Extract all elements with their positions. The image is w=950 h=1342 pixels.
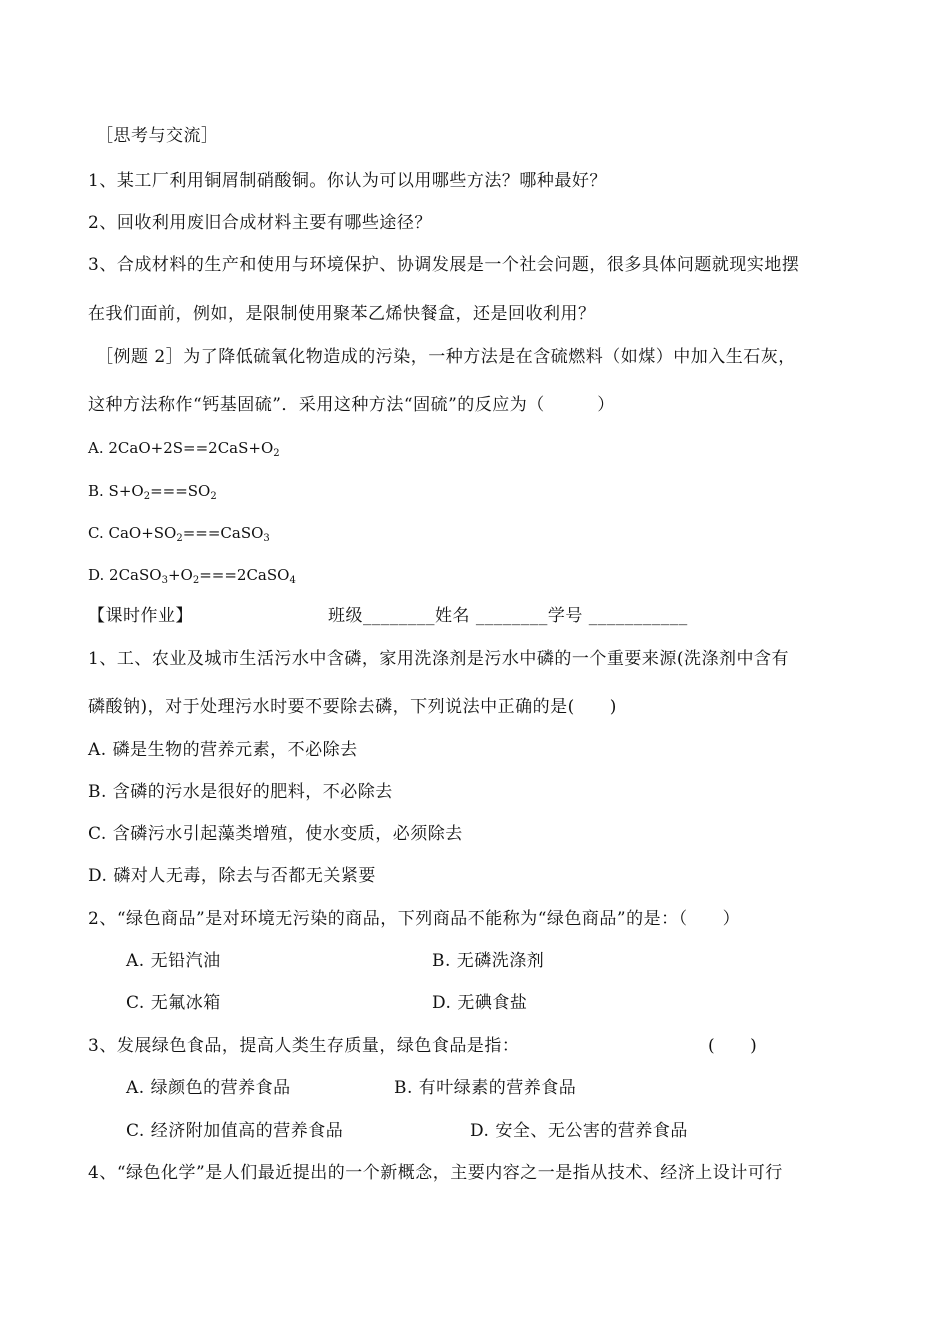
option-d-subscript-2: 2 bbox=[192, 575, 200, 586]
option-d-text-3: ===2CaSO bbox=[199, 566, 290, 584]
option-d-text: D. 2CaSO bbox=[88, 566, 162, 584]
homework-student-fields: 班级________姓名 ________学号 ___________ bbox=[328, 606, 688, 626]
question-3-option-a: A. 绿颜色的营养食品 bbox=[126, 1078, 291, 1098]
question-3-option-c: C. 经济附加值高的营养食品 bbox=[126, 1121, 344, 1141]
option-b-subscript: 2 bbox=[143, 491, 151, 502]
question-3-option-b: B. 有叶绿素的营养食品 bbox=[394, 1078, 577, 1098]
question-2-option-d: D. 无碘食盐 bbox=[432, 993, 528, 1013]
discussion-question-1: 1、某工厂利用铜屑制硝酸铜。你认为可以用哪些方法？哪种最好？ bbox=[88, 171, 607, 191]
question-2-option-a: A. 无铅汽油 bbox=[126, 951, 221, 971]
option-c-text-2: ===CaSO bbox=[182, 524, 264, 542]
question-4-line-1: 4、“绿色化学”是人们最近提出的一个新概念，主要内容之一是指从技术、经济上设计可行 bbox=[88, 1163, 783, 1183]
option-c-text: C. CaO+SO bbox=[88, 524, 177, 542]
question-3-option-d: D. 安全、无公害的营养食品 bbox=[470, 1121, 688, 1141]
option-d-text-2: +O bbox=[167, 566, 193, 584]
question-1-line-2: 磷酸钠)，对于处理污水时要不要除去磷，下列说法中正确的是( ) bbox=[88, 697, 617, 717]
option-b-subscript-2: 2 bbox=[210, 491, 217, 502]
discussion-question-3-line-2: 在我们面前，例如，是限制使用聚苯乙烯快餐盒，还是回收利用？ bbox=[88, 304, 596, 324]
section-discussion-heading: ［思考与交流］ bbox=[96, 126, 219, 146]
question-1-option-d: D. 磷对人无毒，除去与否都无关紧要 bbox=[88, 866, 376, 886]
question-2-stem: 2、“绿色商品”是对环境无污染的商品，下列商品不能称为“绿色商品”的是：（ ） bbox=[88, 909, 741, 929]
question-1-line-1: 1、工、农业及城市生活污水中含磷，家用洗涤剂是污水中磷的一个重要来源(洗涤剂中含有 bbox=[88, 649, 789, 669]
option-d-subscript-3: 4 bbox=[289, 575, 296, 586]
option-a-text: A. 2CaO+2S==2CaS+O bbox=[88, 439, 274, 457]
question-1-option-b: B. 含磷的污水是很好的肥料，不必除去 bbox=[88, 782, 393, 802]
question-1-option-a: A. 磷是生物的营养元素，不必除去 bbox=[88, 740, 358, 760]
example-option-b bbox=[88, 479, 217, 503]
option-c-subscript: 2 bbox=[176, 533, 183, 544]
option-b-text: B. S+O bbox=[88, 482, 144, 500]
option-a-subscript: 2 bbox=[273, 448, 280, 459]
question-1-option-c: C. 含磷污水引起藻类增殖，使水变质，必须除去 bbox=[88, 824, 463, 844]
question-2-option-b: B. 无磷洗涤剂 bbox=[432, 951, 545, 971]
discussion-question-2: 2、回收利用废旧合成材料主要有哪些途径？ bbox=[88, 213, 432, 233]
question-2-option-c: C. 无氟冰箱 bbox=[126, 993, 221, 1013]
example-option-d bbox=[88, 563, 296, 587]
option-c-subscript-2: 3 bbox=[263, 533, 270, 544]
option-b-text-2: ===SO bbox=[150, 482, 211, 500]
question-3-stem: 3、发展绿色食品，提高人类生存质量，绿色食品是指： bbox=[88, 1036, 520, 1056]
option-d-subscript: 3 bbox=[161, 575, 168, 586]
example-option-a bbox=[88, 436, 280, 460]
discussion-question-3-line-1: 3、合成材料的生产和使用与环境保护、协调发展是一个社会问题，很多具体问题就现实地摆 bbox=[88, 255, 800, 275]
example-option-c bbox=[88, 521, 270, 545]
homework-heading: 【课时作业】 bbox=[88, 606, 193, 626]
question-3-answer-paren: ( ) bbox=[708, 1036, 758, 1056]
example-2-line-1: ［例题 2］为了降低硫氧化物造成的污染，一种方法是在含硫燃料（如煤）中加入生石灰， bbox=[96, 347, 796, 367]
example-2-line-2: 这种方法称作“钙基固硫”．采用这种方法“固硫”的反应为（ ） bbox=[88, 395, 615, 415]
